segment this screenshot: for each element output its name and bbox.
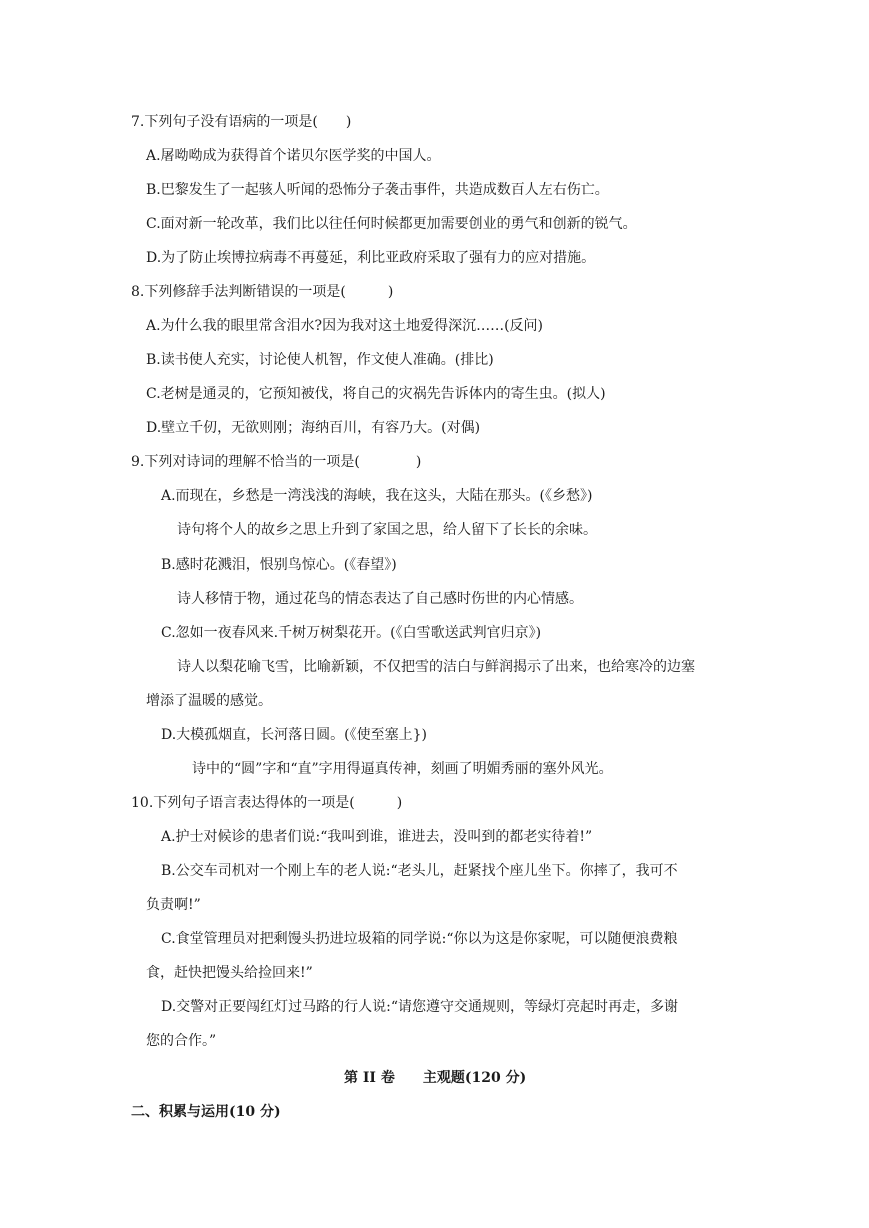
q7-option-a: A.屠呦呦成为获得首个诺贝尔医学奖的中国人。 [146, 148, 441, 164]
q8-option-b: B.读书使人充实，讨论使人机智，作文使人准确。(排比) [146, 352, 494, 368]
q8-option-a: A.为什么我的眼里常含泪水?因为我对这土地爱得深沉……(反问) [146, 318, 543, 334]
q10-option-c-cont: 食，赶快把馒头给捡回来!” [146, 965, 313, 981]
q7-option-b: B.巴黎发生了一起骇人听闻的恐怖分子袭击事件，共造成数百人左右伤亡。 [146, 182, 609, 198]
q9-option-a-note: 诗句将个人的故乡之思上升到了家国之思，给人留下了长长的余味。 [177, 522, 597, 538]
q9-option-c-note-cont: 增添了温暖的感觉。 [146, 693, 272, 709]
q9-option-c-note: 诗人以梨花喻飞雪，比喻新颖，不仅把雪的洁白与鲜润揭示了出来，也给寒冷的边塞 [177, 659, 695, 675]
q10-option-c: C.食堂管理员对把剩馒头扔进垃圾箱的同学说:“你以为这是你家呢，可以随便浪费粮 [161, 931, 678, 947]
part-title: 二、积累与运用(10 分) [131, 1104, 281, 1120]
q10-option-a: A.护士对候诊的患者们说:“我叫到谁，谁进去，没叫到的都老实待着!” [161, 829, 593, 845]
q9-option-d: D.大模孤烟直，长河落日圆。(《使至塞上}) [161, 727, 428, 743]
q9-option-b: B.感时花溅泪，恨别鸟惊心。(《春望》) [161, 557, 397, 573]
q10-option-d: D.交警对正要闯红灯过马路的行人说:“请您遵守交通规则，等绿灯亮起时再走，多谢 [161, 999, 679, 1015]
q9-option-d-note: 诗中的“圆”字和“直”字用得逼真传神，刻画了明媚秀丽的塞外风光。 [192, 761, 613, 777]
q7-option-d: D.为了防止埃博拉病毒不再蔓延，利比亚政府采取了强有力的应对措施。 [146, 250, 596, 266]
q10-option-b: B.公交车司机对一个刚上车的老人说:“老头儿，赶紧找个座儿坐下。你摔了，我可不 [161, 863, 678, 879]
q8-option-d: D.壁立千仞，无欲则刚；海纳百川，有容乃大。(对偶) [146, 420, 481, 436]
q8-option-c: C.老树是通灵的，它预知被伐，将自己的灾祸先告诉体内的寄生虫。(拟人) [146, 386, 606, 402]
q7-stem: 7.下列句子没有语病的一项是( ) [131, 114, 352, 130]
q10-stem: 10.下列句子语言表达得体的一项是( ) [131, 795, 403, 811]
q7-option-c: C.面对新一轮改革，我们比以往任何时候都更加需要创业的勇气和创新的锐气。 [146, 216, 637, 232]
q9-option-a: A.而现在，乡愁是一湾浅浅的海峡，我在这头，大陆在那头。(《乡愁》) [161, 488, 593, 504]
q9-option-b-note: 诗人移情于物，通过花鸟的情态表达了自己感时伤世的内心情感。 [177, 591, 583, 607]
q10-option-d-cont: 您的合作。” [146, 1033, 217, 1049]
q8-stem: 8.下列修辞手法判断错误的一项是( ) [131, 284, 394, 300]
section-title: 第 II 卷 主观题(120 分) [344, 1070, 527, 1086]
q9-stem: 9.下列对诗词的理解不恰当的一项是( ) [131, 454, 422, 470]
q9-option-c: C.忽如一夜春风来.千树万树梨花开。(《白雪歌送武判官归京》) [161, 625, 542, 641]
q10-option-b-cont: 负责啊!” [146, 897, 201, 913]
